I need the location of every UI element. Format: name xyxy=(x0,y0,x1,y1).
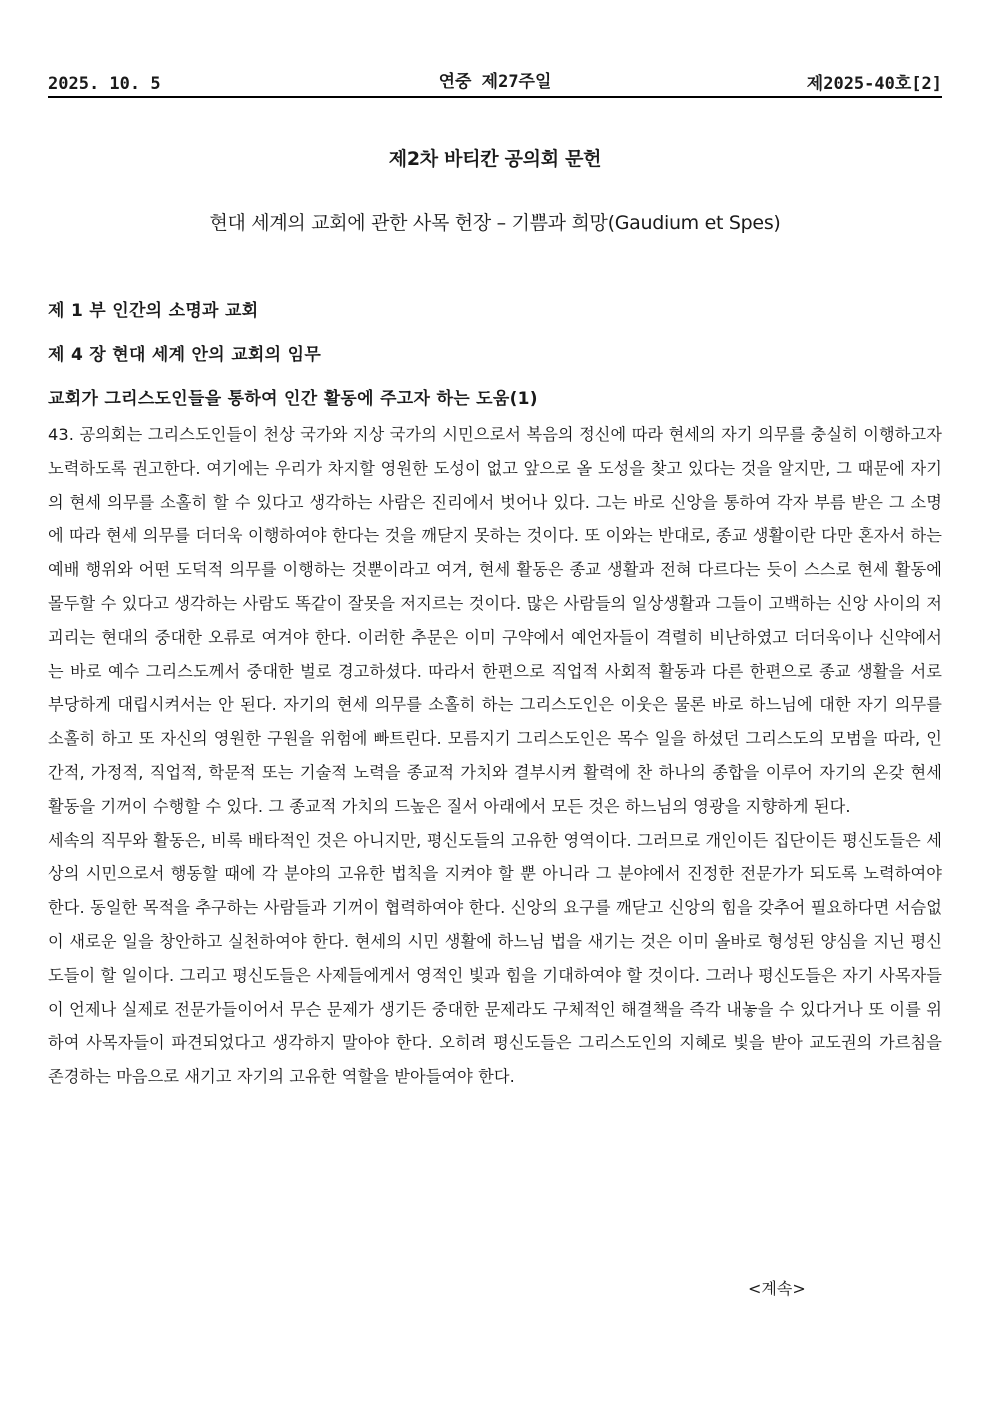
continued-note: <계속> xyxy=(748,1279,806,1298)
section-heading: 교회가 그리스도인들을 통하여 인간 활동에 주고자 하는 도움(1) xyxy=(48,389,538,409)
part-heading: 제 1 부 인간의 소명과 교회 xyxy=(48,301,259,321)
body-paragraph: 43. 공의회는 그리스도인들이 천상 국가와 지상 국가의 시민으로서 복음의 정신에 따라 현세의 자기 의무를 충실히 이행하고자 노력하도록 권고한다. 여기에는 우리가 차지할 영원한 도성이 없고 앞으로 올 도성을 찾고 있다는 것을 알지만, 그 때문에 자기의 현세 의무를 소홀히 할 수 있다고 생각하는 사람은 진리에서 벗어나 있다. 그는 바로 신앙을 통하여 각자 부름 받은 그 소명에 따라 현세 의무를 더더욱 이행하여야 한다는 것을 깨닫지 못하는 것이다. 또 이와는 반대로, 종교 생활이란 다만 혼자서 하는 예배 행위와 어떤 도덕적 의무를 이행하는 것뿐이라고 여겨, 현세 활동은 종교 생활과 전혀 다르다는 듯이 스스로 현세 활동에 몰두할 수 있다고 생각하는 사람도 똑같이 잘못을 저지르는 것이다. 많은 사람들의 일상생활과 그들이 고백하는 신앙 사이의 저 괴리는 현대의 중대한 오류로 여겨야 한다. 이러한 추문은 이미 구약에서 예언자들이 격렬히 비난하였고 더더욱이나 신약에서는 바로 예수 그리스도께서 중대한 벌로 경고하셨다. 따라서 한편으로 직업적 사회적 활동과 다른 한편으로 종교 생활을 서로 부당하게 대립시켜서는 안 된다. 자기의 현세 의무를 소홀히 하는 그리스도인은 이웃은 물론 바로 하느님에 대한 자기 의무를 소홀히 하고 또 자신의 영원한 구원을 위험에 빠트린다. 모름지기 그리스도인은 목수 일을 하셨던 그리스도의 모범을 따라, 인간적, 가정적, 직업적, 학문적 또는 기술적 노력을 종교적 가치와 결부시켜 활력에 찬 하나의 종합을 이루어 자기의 온갖 현세 활동을 기꺼이 수행할 수 있다. 그 종교적 가치의 드높은 질서 아래에서 모든 것은 하느님의 영광을 지향하게 된다. xyxy=(48,425,942,816)
header-liturgical-week: 연중 제27주일 xyxy=(438,72,552,92)
header-date: 2025. 10. 5 xyxy=(48,74,161,94)
document-title: 제2차 바티칸 공의회 문헌 xyxy=(388,148,602,170)
page-header xyxy=(48,70,942,98)
header-issue-number: 제2025-40호[2] xyxy=(806,74,942,94)
document-body xyxy=(48,418,942,1094)
document-subtitle: 현대 세계의 교회에 관한 사목 헌장 – 기쁨과 희망(Gaudium et Spes) xyxy=(209,212,781,234)
body-paragraph: 세속의 직무와 활동은, 비록 배타적인 것은 아니지만, 평신도들의 고유한 영역이다. 그러므로 개인이든 집단이든 평신도들은 세상의 시민으로서 행동할 때에 각 분야의 고유한 법칙을 지켜야 할 뿐 아니라 그 분야에서 진정한 전문가가 되도록 노력하여야 한다. 동일한 목적을 추구하는 사람들과 기꺼이 협력하여야 한다. 신앙의 요구를 깨닫고 신앙의 힘을 갖추어 필요하다면 서슴없이 새로운 일을 창안하고 실천하여야 한다. 현세의 시민 생활에 하느님 법을 새기는 것은 이미 올바로 형성된 양심을 지닌 평신도들이 할 일이다. 그리고 평신도들은 사제들에게서 영적인 빛과 힘을 기대하여야 할 것이다. 그러나 평신도들은 자기 사목자들이 언제나 실제로 전문가들이어서 무슨 문제가 생기든 중대한 문제라도 구체적인 해결책을 즉각 내놓을 수 있다거나 또 이를 위하여 사목자들이 파견되었다고 생각하지 말아야 한다. 오히려 평신도들은 그리스도인의 지혜로 빛을 받아 교도권의 가르침을 존경하는 마음으로 새기고 자기의 고유한 역할을 받아들여야 한다. xyxy=(48,830,942,1087)
chapter-heading: 제 4 장 현대 세계 안의 교회의 임무 xyxy=(48,345,322,365)
